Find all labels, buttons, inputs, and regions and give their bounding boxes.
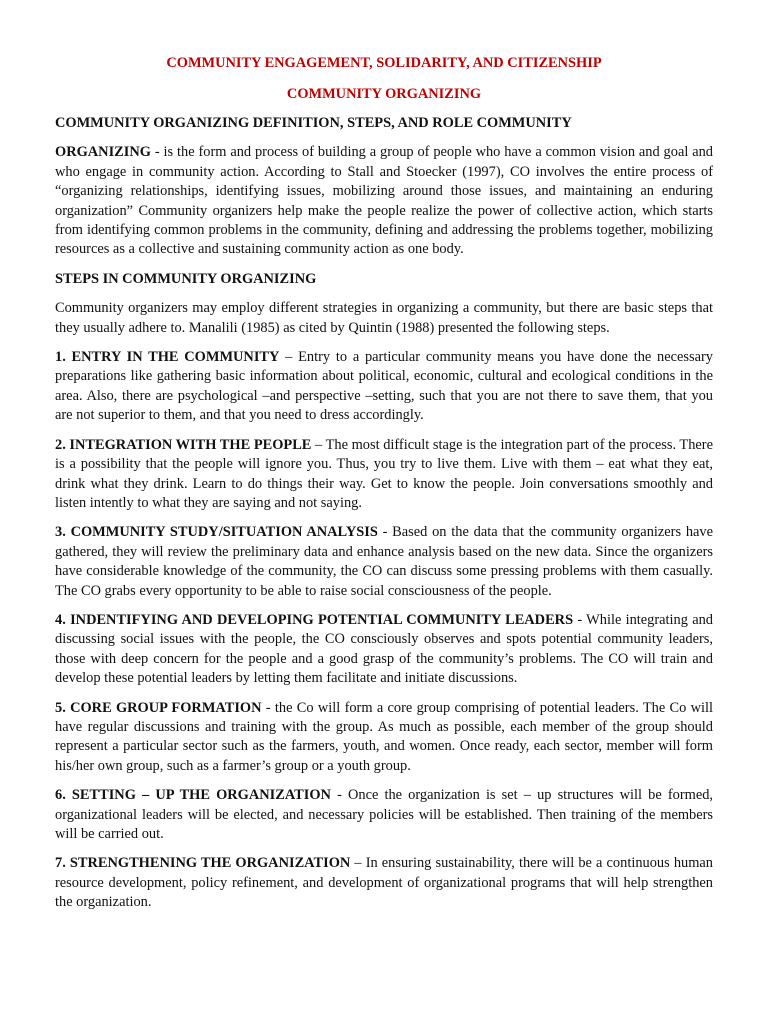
- step-title: 1. ENTRY IN THE COMMUNITY: [55, 349, 280, 366]
- steps-intro: Community organizers may employ different strategies in organizing a community, but there are basic steps that they usually adhere to. Manalili (1985) as cited by Quintin (1988) presented the following steps.: [55, 300, 713, 336]
- definition-paragraph: [55, 143, 713, 259]
- step-title: 6. SETTING – UP THE ORGANIZATION: [55, 787, 331, 804]
- step-text: - While integrating and discussing social issues with the people, the CO consciously observes and spots potential community leaders, those with deep concern for the people and a good grasp of the community’s problems. The CO will train and develop these potential leaders by letting them facilitate and initiate discussions.: [55, 611, 713, 687]
- step-title: 7. STRENGTHENING THE ORGANIZATION: [55, 855, 351, 872]
- step-text: – In ensuring sustainability, there will be a continuous human resource development, policy refinement, and development of organizational programs that will help strengthen the organization.: [55, 855, 713, 911]
- step-4: [55, 611, 713, 689]
- step-text: - the Co will form a core group comprising of potential leaders. The Co will have regular discussions and training with the group. As much as possible, each member of the group should represent a particular sector such as the farmers, youth, and women. Once ready, each sector, member will form his/her own group, such as a farmer’s group or a youth group.: [55, 699, 713, 774]
- step-title: 5. CORE GROUP FORMATION: [55, 699, 262, 716]
- step-text: – Entry to a particular community means you have done the necessary preparations like gathering basic information about political, economic, cultural and ecological conditions in the area. Also, there are psychological –and perspective –setting, such that you are not there to save them, that you are not superior to them, and that you need to dress accordingly.: [55, 349, 713, 424]
- step-2: [55, 436, 713, 514]
- step-title: 4. INDENTIFYING AND DEVELOPING POTENTIAL COMMUNITY LEADERS: [55, 611, 574, 628]
- definition-text: - is the form and process of building a group of people who have a common vision and goal and who engage in community action. According to Stall and Stoecker (1997), CO involves the entire process of “organizing relationships, identifying issues, mobilizing around those issues, and maintaining an enduring organization” Community organizers help make the people realize the power of collective action, which starts from identifying common problems in the community, defining and addressing the problems together, mobilizing resources as a collective and sustaining community action as one body.: [55, 144, 713, 258]
- document-subtitle: COMMUNITY ORGANIZING: [286, 85, 482, 102]
- step-title: 2. INTEGRATION WITH THE PEOPLE: [55, 436, 312, 453]
- step-5: [55, 699, 713, 777]
- step-text: - Once the organization is set – up structures will be formed, organizational leaders will be elected, and necessary policies will be established. Then training of the members will be carried out.: [55, 787, 713, 842]
- definition-term: ORGANIZING: [55, 144, 151, 161]
- document-title: COMMUNITY ENGAGEMENT, SOLIDARITY, AND CITIZENSHIP: [166, 55, 602, 71]
- step-text: - Based on the data that the community organizers have gathered, they will review the preliminary data and enhance analysis based on the new data. Since the organizers have considerable knowledge of the community, the CO can discuss some pressing problems with them casually. The CO grabs every opportunity to be able to raise social consciousness of the people.: [55, 524, 713, 599]
- step-text: – The most difficult stage is the integration part of the process. There is a possibility that the people will ignore you. Thus, you try to live them. Live with them – eat what they eat, drink what they drink. Learn to do things their way. Get to know the people. Join conversations smoothly and listen intently to what they are saying and not saying.: [55, 436, 713, 511]
- step-7: [55, 854, 713, 912]
- step-3: [55, 523, 713, 601]
- document-page: [55, 54, 713, 923]
- step-6: [55, 786, 713, 844]
- steps-heading: STEPS IN COMMUNITY ORGANIZING: [55, 270, 317, 287]
- step-1: [55, 348, 713, 426]
- definition-heading: COMMUNITY ORGANIZING DEFINITION, STEPS, AND ROLE COMMUNITY: [55, 115, 572, 131]
- step-title: 3. COMMUNITY STUDY/SITUATION ANALYSIS: [55, 524, 378, 541]
